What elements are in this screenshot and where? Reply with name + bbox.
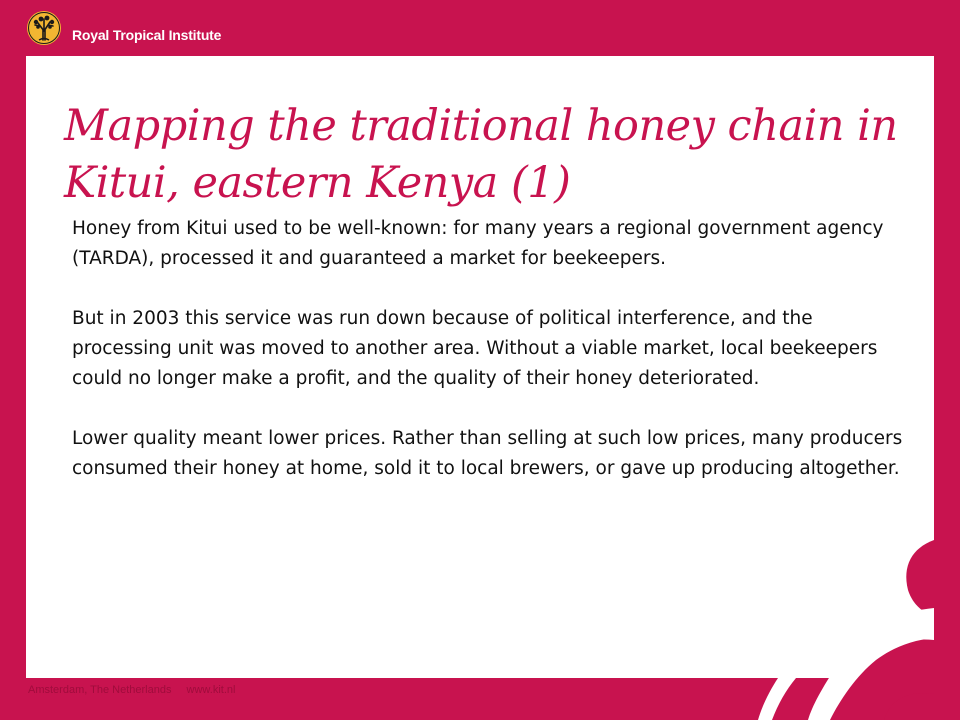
footer-url[interactable]: www.kit.nl xyxy=(186,684,236,696)
header-bar xyxy=(0,0,960,56)
slide-body xyxy=(72,214,912,514)
paragraph: Honey from Kitui used to be well-known: for many years a regional government agency (TARDA), processed it and guaranteed a market for beekeepers. xyxy=(72,218,884,269)
paragraph: But in 2003 this service was run down because of political interference, and the processing unit was moved to another area. Without a viable market, local beekeepers could no longer make a profit, and the quality of their honey deteriorated. xyxy=(72,308,878,389)
footer xyxy=(28,684,235,696)
brand-name: Royal Tropical Institute xyxy=(72,27,222,43)
slide-title: Mapping the traditional honey chain in Kitui, eastern Kenya (1) xyxy=(64,101,898,208)
footer-location: Amsterdam, The Netherlands xyxy=(28,684,172,696)
tree-in-circle-icon xyxy=(26,10,62,46)
paragraph: Lower quality meant lower prices. Rather than selling at such low prices, many producers consumed their honey at home, sold it to local brewers, or gave up producing altogether. xyxy=(72,428,903,479)
